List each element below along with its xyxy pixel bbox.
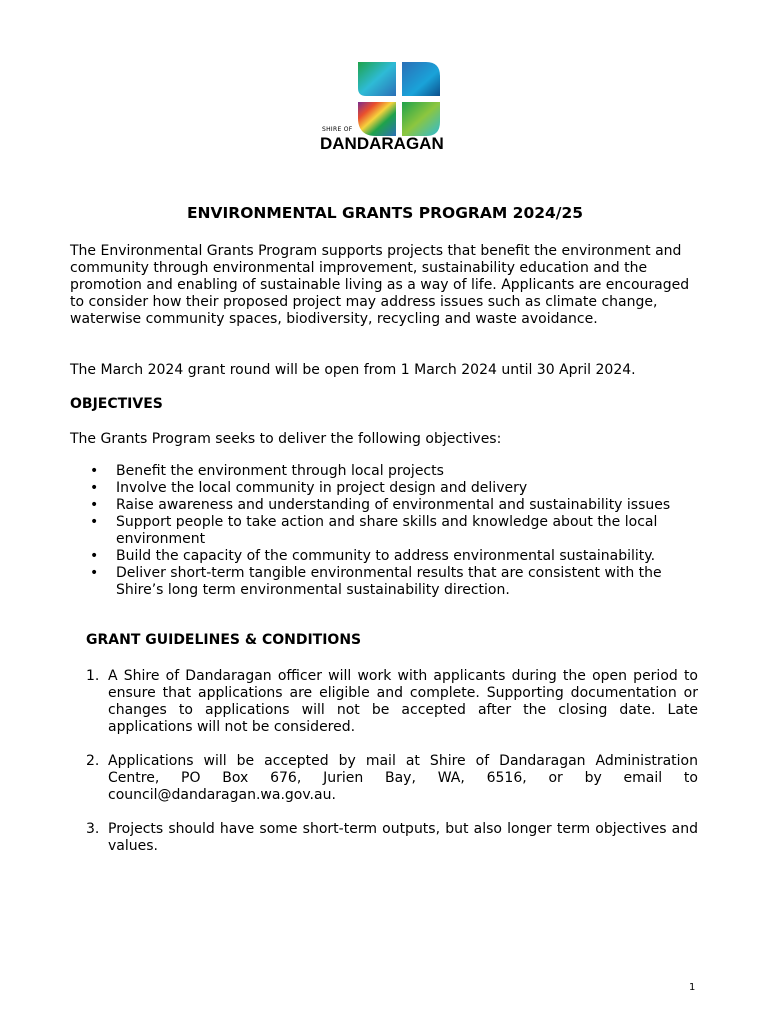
list-item (86, 668, 698, 736)
page-number: 1 (689, 982, 696, 993)
bullet: • (90, 514, 99, 530)
objectives-list (70, 463, 700, 599)
page-title: ENVIRONMENTAL GRANTS PROGRAM 2024/25 (186, 204, 584, 222)
list-item (70, 548, 700, 565)
list-item-text: A Shire of Dandaragan officer will work with applicants during the open period to ensure that applications are eligible and complete. Supporting documentation or changes to applications will not be accepted after the closing date. Late applications will not be considered. (108, 668, 698, 735)
guidelines-list (86, 668, 698, 872)
list-item (86, 821, 698, 855)
guidelines-heading: GRANT GUIDELINES & CONDITIONS (86, 632, 362, 648)
list-item (70, 514, 700, 548)
shire-logo-mark-icon (356, 60, 442, 138)
round-info-paragraph: The March 2024 grant round will be open from 1 March 2024 until 30 April 2024. (70, 362, 636, 378)
bullet: • (90, 565, 99, 581)
list-item-text: Applications will be accepted by mail at Shire of Dandaragan Administration Centre, PO Box 676, Jurien Bay, WA, 6516, or by email to council@dandaragan.wa.gov.au. (108, 753, 698, 803)
list-number: 1. (86, 668, 100, 684)
list-number: 3. (86, 821, 100, 837)
list-item-text: Build the capacity of the community to address environmental sustainability. (116, 548, 656, 564)
bullet: • (90, 480, 99, 496)
bullet: • (90, 497, 99, 513)
list-item (70, 480, 700, 497)
list-item-text: Support people to take action and share skills and knowledge about the local environment (116, 514, 658, 547)
objectives-intro: The Grants Program seeks to deliver the following objectives: (70, 431, 502, 447)
list-item (70, 463, 700, 480)
intro-paragraph: The Environmental Grants Program supports projects that benefit the environment and community through environmental improvement, sustainability education and the promotion and enabling of sustainable living as a way of life. Applicants are encouraged to consider how their proposed project may address issues such as climate change, waterwise community spaces, biodiversity, recycling and waste avoidance. (70, 243, 690, 327)
list-item-text: Benefit the environment through local projects (116, 463, 444, 479)
bullet: • (90, 463, 99, 479)
logo-dandaragan-text: DANDARAGAN (320, 134, 444, 153)
shire-logo (320, 60, 444, 160)
list-item-text: Projects should have some short-term outputs, but also longer term objectives and values. (108, 821, 698, 854)
list-number: 2. (86, 753, 100, 769)
logo-shire-of-text: SHIRE OF (322, 126, 353, 133)
list-item (70, 497, 700, 514)
bullet: • (90, 548, 99, 564)
list-item-text: Raise awareness and understanding of environmental and sustainability issues (116, 497, 671, 513)
list-item (70, 565, 700, 599)
list-item-text: Involve the local community in project design and delivery (116, 480, 528, 496)
list-item (86, 753, 698, 804)
list-item-text: Deliver short-term tangible environmental results that are consistent with the Shire’s long term environmental sustainability direction. (116, 565, 662, 598)
objectives-heading: OBJECTIVES (70, 396, 163, 412)
